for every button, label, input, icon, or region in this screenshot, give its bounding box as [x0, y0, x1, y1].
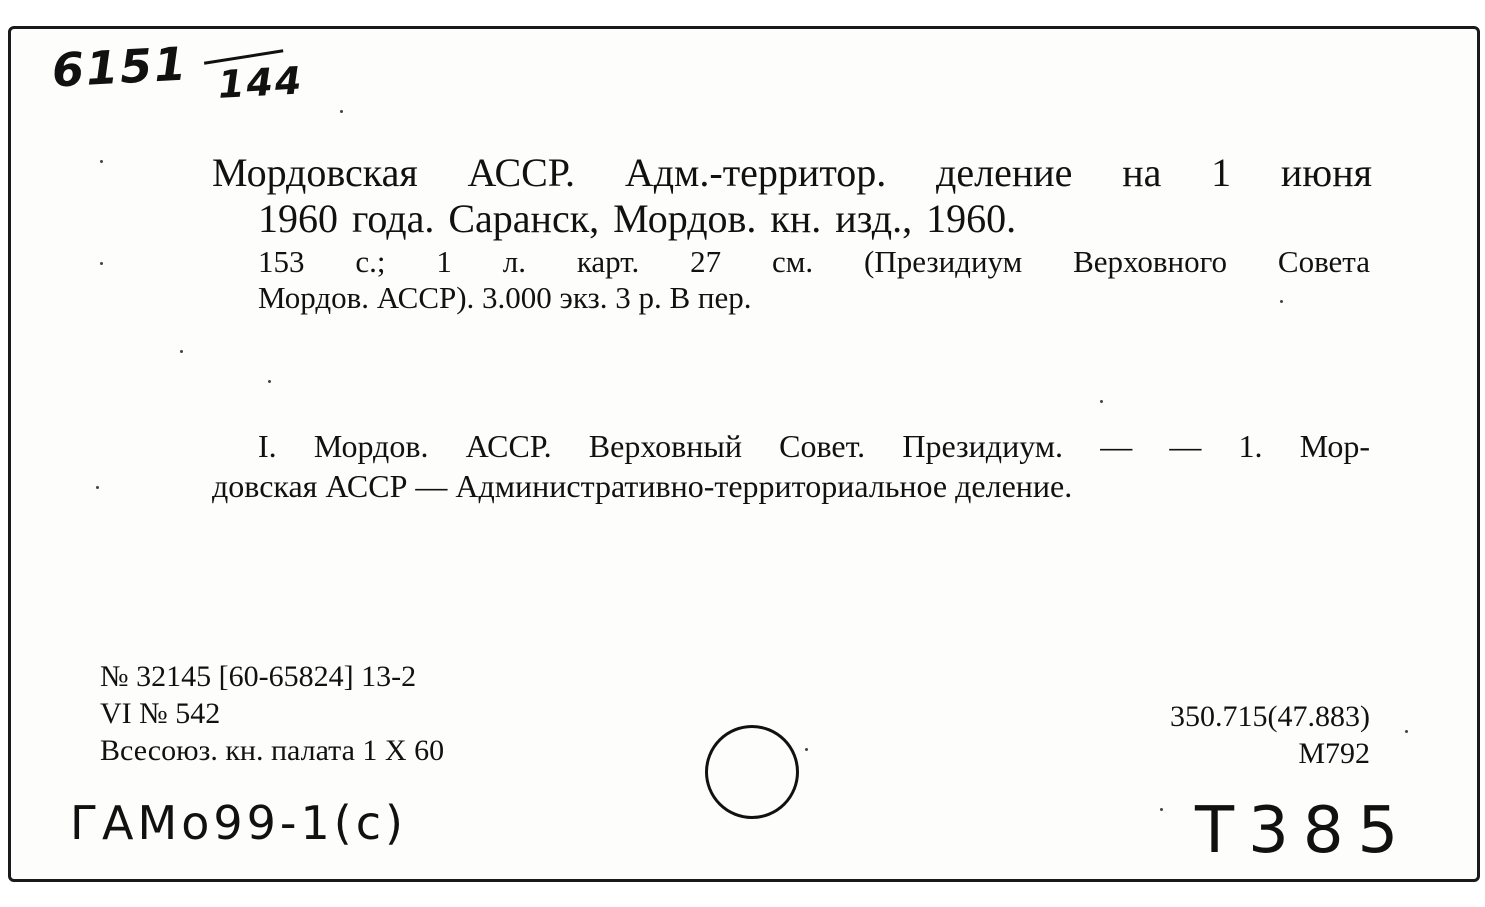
speck	[1405, 730, 1408, 733]
speck	[180, 350, 183, 353]
speck	[340, 110, 343, 113]
card-collation-line2: Мордов. АССР). 3.000 экз. 3 р. В пер.	[258, 280, 752, 315]
card-title	[212, 150, 1372, 242]
speck	[805, 748, 808, 751]
card-tracings-line1: I. Мордов. АССР. Верховный Совет. Президиум. — — 1. Мор-	[258, 428, 1370, 464]
handwritten-shelf-number	[50, 36, 305, 107]
registration-line3: Всесоюз. кн. палата 1 X 60	[100, 734, 445, 767]
handwritten-inventory-number: ГАМо99-1(с)	[70, 796, 407, 850]
card-title-line2: 1960 года. Саранск, Мордов. кн. изд., 1960.	[258, 196, 1017, 241]
classification-index: 350.715(47.883)	[1170, 700, 1370, 733]
card-classification	[1100, 698, 1370, 772]
speck	[1280, 300, 1283, 303]
handwritten-shelf-number-main: 6151	[50, 36, 190, 98]
speck	[268, 380, 271, 383]
card-registration-numbers	[100, 658, 444, 769]
author-mark: М792	[1298, 737, 1370, 770]
card-title-line1: Мордовская АССР. Адм.-территор. деление на 1 июня	[212, 150, 1372, 195]
card-tracings-line2: довская АССР — Административно-территориальное деление.	[212, 468, 1073, 504]
handwritten-code: Т385	[1195, 794, 1413, 868]
card-collation-line1: 153 с.; 1 л. карт. 27 см. (Президиум Верховного Совета	[258, 244, 1370, 279]
speck	[100, 262, 103, 265]
card-collation	[258, 244, 1370, 316]
speck	[100, 160, 103, 163]
speck	[1100, 400, 1103, 403]
handwritten-shelf-number-sub: 144	[216, 58, 305, 107]
registration-line2: VI № 542	[100, 697, 221, 730]
circle-mark	[705, 725, 799, 819]
card-tracings	[212, 426, 1370, 506]
registration-line1: № 32145 [60-65824] 13-2	[100, 660, 417, 693]
speck	[96, 486, 99, 489]
speck	[1160, 808, 1163, 811]
